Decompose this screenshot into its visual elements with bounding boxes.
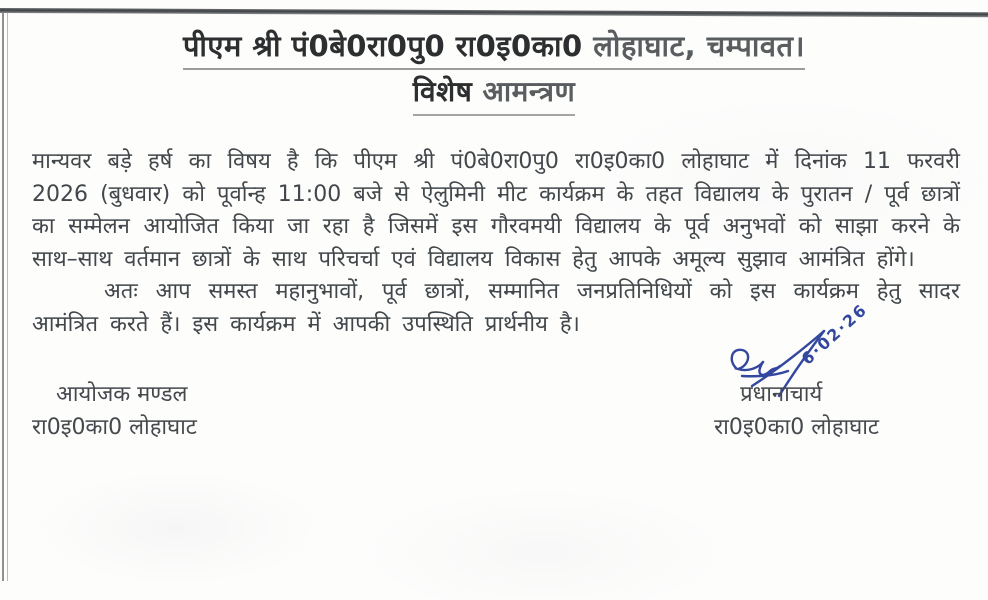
letter-footer	[14, 378, 974, 444]
school-title-abbrev: पीएम श्री पं0बे0रा0पु0 रा0इ0का0	[182, 29, 583, 63]
letter-subject-word1: विशेष	[412, 75, 473, 108]
signature-date: 6·02·26	[797, 299, 872, 369]
letter-header	[14, 26, 974, 116]
principal-block	[714, 378, 879, 444]
organizer-block	[32, 378, 197, 444]
letter-subject	[413, 72, 575, 116]
principal-title: प्रधानाचार्य	[740, 382, 823, 407]
scan-edge-left-line	[2, 13, 8, 581]
organizer-school: रा0इ0का0 लोहाघाट	[32, 415, 197, 440]
organizer-title: आयोजक मण्डल	[56, 382, 188, 407]
school-title	[183, 26, 805, 70]
principal-school: रा0इ0का0 लोहाघाट	[714, 415, 879, 440]
letter-paragraph-2: अतः आप समस्त महानुभावों, पूर्व छात्रों, सम्मानित जनप्रतिनिधियों को इस कार्यक्रम हेतु सादर आमंत्रित करते हैं। इस कार्यक्रम में आपकी उपस्थिति प्रार्थनीय है।	[32, 279, 960, 337]
school-title-place: लोहाघाट, चम्पावत।	[582, 29, 806, 63]
letter-subject-word2: आमन्त्रण	[472, 75, 576, 108]
letter-paragraph-1: मान्यवर बड़े हर्ष का विषय है कि पीएम श्री पं0बे0रा0पु0 रा0इ0का0 लोहाघाट में दिनांक 11 फरवरी 2026 (बुधवार) को पूर्वान्ह 11:00 बजे से ऐलुमिनी मीट कार्यक्रम के तहत विद्यालय के पुरातन / पूर्व छात्रों का सम्मेलन आयोजित किया जा रहा है जिसमें इस गौरवमयी विद्यालय के पूर्व अनुभवों को साझा करने के साथ–साथ वर्तमान छात्रों के साथ परिचर्चा एवं विद्यालय विकास हेतु आपके अमूल्य सुझाव आमंत्रित होंगे।	[32, 149, 960, 272]
letter-content	[14, 0, 974, 341]
